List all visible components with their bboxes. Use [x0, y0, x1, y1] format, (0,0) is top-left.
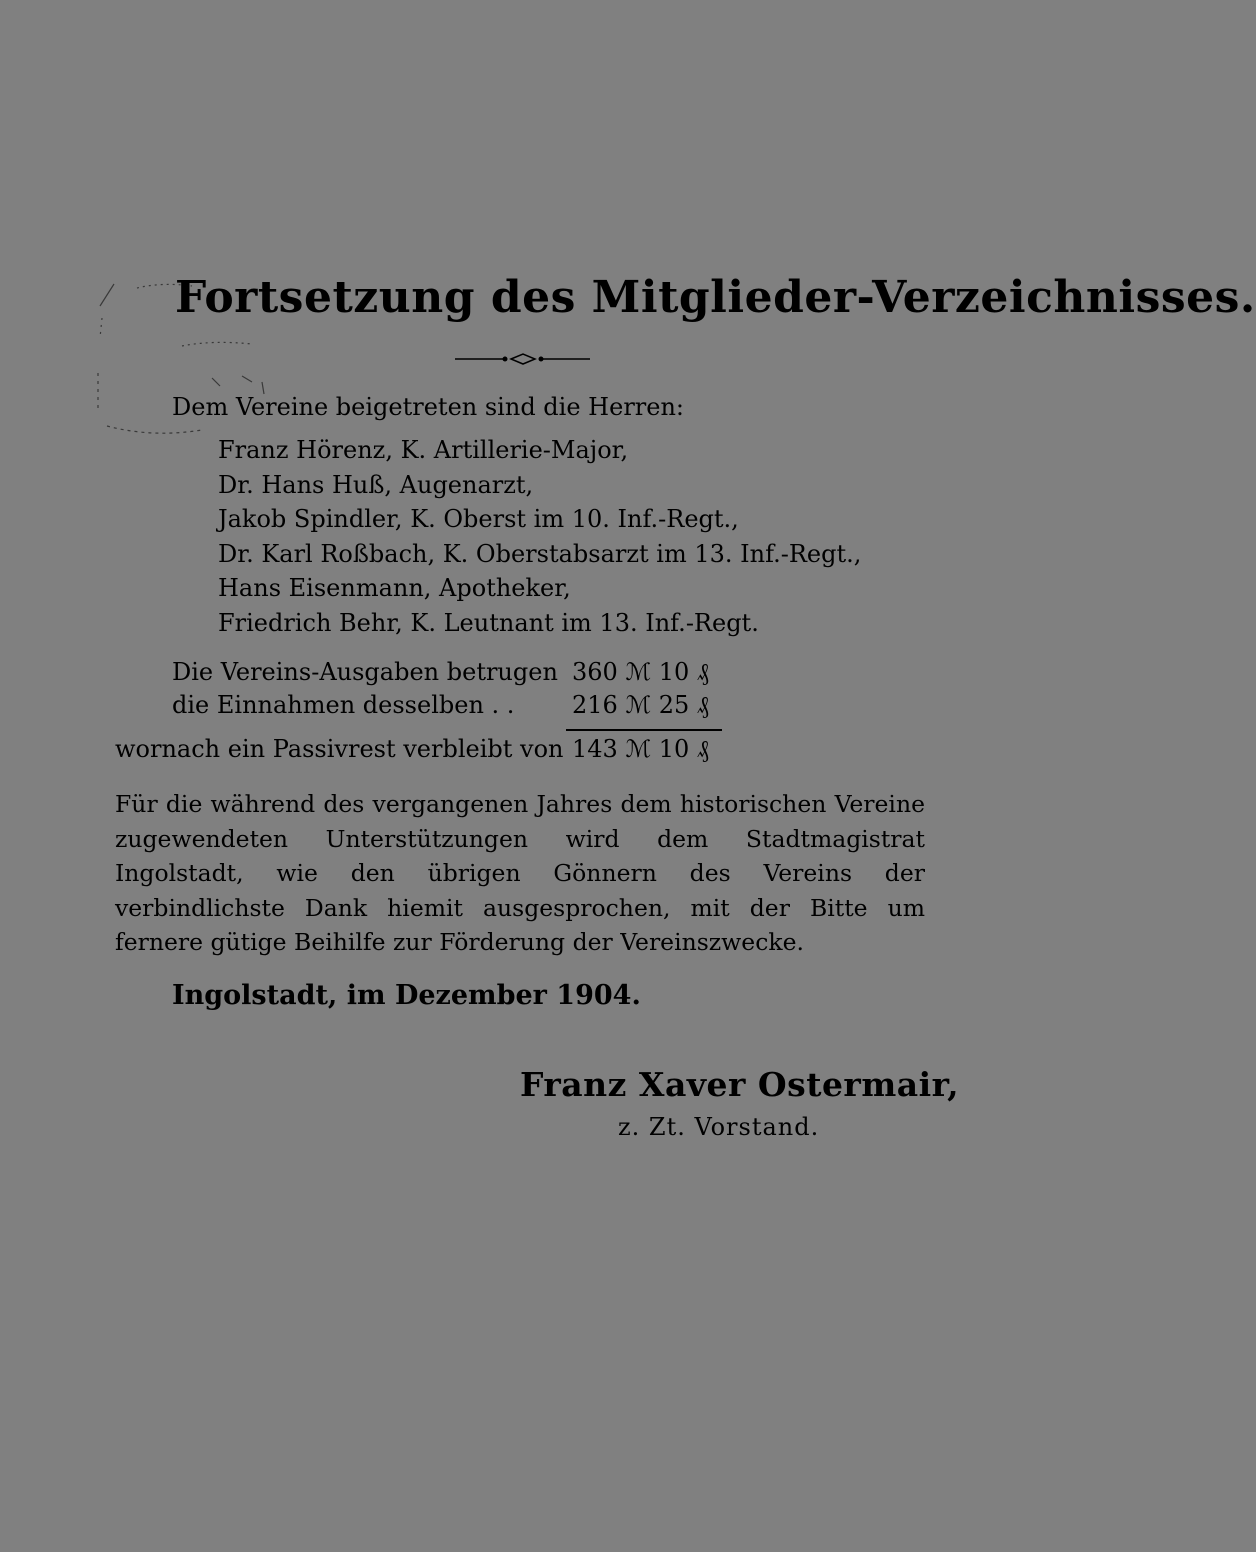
signature-role: z. Zt. Vorstand. — [618, 1113, 820, 1141]
member-entry: Franz Hörenz, K. Artillerie-Major, — [218, 436, 629, 464]
intro-line: Dem Vereine beigetreten sind die Herren: — [172, 393, 685, 421]
thanks-paragraph: Für die während des vergangenen Jahres dem historischen Vereine zugewendeten Unterstützungen wird dem Stadtmagistrat Ingolstadt, wie den übrigen Gönnern des Vereins der verbindlichste Dank hiemit ausgesprochen, mit der Bitte um fernere gütige Beihilfe zur Förderung der Vereinszwecke. — [115, 790, 925, 956]
income-label: die Einnahmen desselben . . — [172, 691, 515, 719]
member-entry: Jakob Spindler, K. Oberst im 10. Inf.-Regt., — [218, 505, 739, 533]
deficit-label: wornach ein Passivrest verbleibt von — [115, 735, 564, 763]
member-entry: Dr. Hans Huß, Augenarzt, — [218, 470, 534, 499]
member-entry: Friedrich Behr, K. Leutnant im 13. Inf.-Regt. — [218, 608, 759, 637]
place-date: Ingolstadt, im Dezember 1904. — [172, 980, 641, 1011]
title-ornament — [455, 350, 590, 368]
member-entry: Hans Eisenmann, Apotheker, — [218, 574, 571, 602]
income-amount: 216 ℳ 25 ₰ — [572, 691, 709, 719]
expenses-amount: 360 ℳ 10 ₰ — [572, 658, 709, 686]
member-list — [218, 433, 861, 640]
expenses-label: Die Vereins-Ausgaben betrugen — [172, 658, 558, 686]
deficit-amount: 143 ℳ 10 ₰ — [572, 735, 709, 763]
member-entry: Dr. Karl Roßbach, K. Oberstabsarzt im 13. Inf.-Regt., — [218, 539, 862, 568]
sum-rule — [566, 729, 722, 731]
page-title: Fortsetzung des Mitglieder-Verzeichnisses. — [175, 272, 1256, 323]
signature-name: Franz Xaver Ostermair, — [520, 1065, 960, 1104]
